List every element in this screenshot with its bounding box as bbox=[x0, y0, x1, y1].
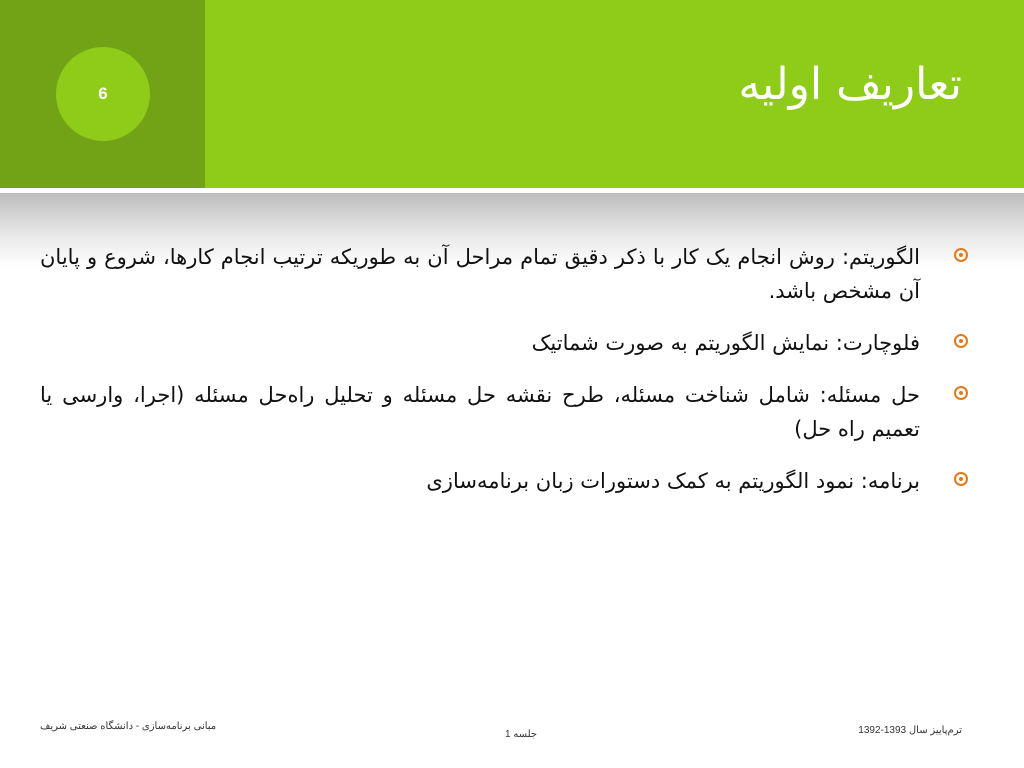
slide-number-badge: 6 bbox=[56, 47, 150, 141]
bullet-text: الگوریتم: روش انجام یک کار با ذکر دقیق تمام مراحل آن به طوریکه ترتیب انجام کارها، شروع و پایان آن مشخص باشد. bbox=[40, 245, 920, 303]
bullet-item-algorithm bbox=[40, 240, 968, 308]
footer-term: ترم‌پاییز سال 1393-1392 bbox=[858, 725, 962, 736]
bullet-circle-icon bbox=[954, 472, 968, 486]
bullet-text: حل مسئله: شامل شناخت مسئله، طرح نقشه حل مسئله و تحلیل راه‌حل مسئله (اجرا، وارسی یا تعمیم راه حل) bbox=[40, 383, 920, 441]
bullet-text: فلوچارت: نمایش الگوریتم به صورت شماتیک bbox=[531, 331, 920, 355]
header-bar bbox=[0, 0, 1024, 188]
bullet-item-program bbox=[40, 464, 968, 498]
slide-title: تعاریف اولیه bbox=[738, 59, 962, 110]
bullet-item-flowchart bbox=[40, 326, 968, 360]
bullet-circle-icon bbox=[954, 386, 968, 400]
footer-session: جلسه 1 bbox=[505, 729, 538, 740]
bullet-list bbox=[40, 240, 968, 516]
bullet-text: برنامه: نمود الگوریتم به کمک دستورات زبان برنامه‌سازی bbox=[426, 469, 920, 493]
footer-course-name: مبانی برنامه‌سازی - دانشگاه صنعتی شریف bbox=[40, 721, 217, 732]
bullet-circle-icon bbox=[954, 334, 968, 348]
header-left-panel bbox=[0, 0, 205, 188]
bullet-circle-icon bbox=[954, 248, 968, 262]
bullet-item-problem-solving bbox=[40, 378, 968, 446]
